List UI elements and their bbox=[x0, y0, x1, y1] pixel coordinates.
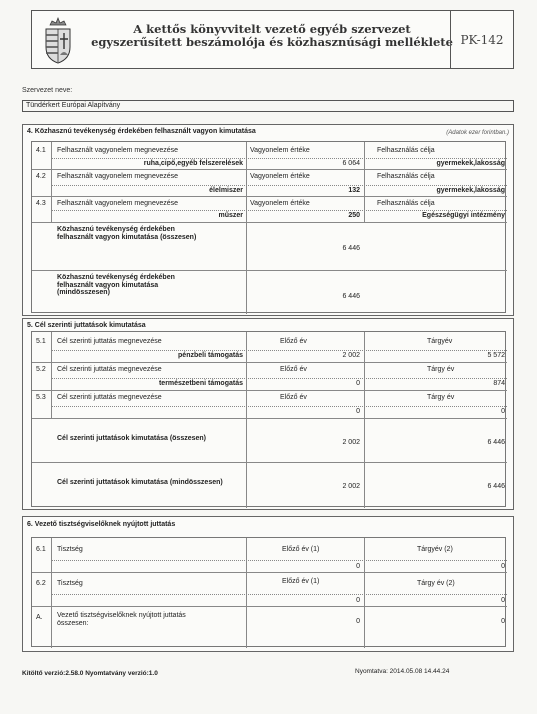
footer-printed: Nyomtatva: 2014.05.08 14.44.24 bbox=[355, 668, 450, 675]
section-6-total-label: Vezető tisztségviselőknek nyújtott juttatás összesen: bbox=[57, 612, 186, 627]
section-4-grand-total-value: 6 446 bbox=[342, 293, 360, 300]
current-year-value: 874 bbox=[493, 380, 505, 387]
form-title bbox=[82, 23, 462, 49]
current-year-label: Tárgy év (2) bbox=[417, 580, 455, 587]
current-year-value: 5 572 bbox=[487, 352, 505, 359]
asset-value: 132 bbox=[348, 187, 360, 194]
hungarian-crest-icon bbox=[40, 15, 76, 65]
section-5-total-label: Cél szerinti juttatások kimutatása (összesen) bbox=[57, 435, 206, 442]
row-number: 5.2 bbox=[36, 366, 46, 373]
usage-purpose-label: Felhasználás célja bbox=[377, 147, 435, 154]
section-4-total-label: Közhasznú tevékenység érdekében felhasznált vagyon kimutatása (összesen) bbox=[57, 226, 197, 241]
previous-year-label: Előző év bbox=[280, 338, 307, 345]
asset-name-value: ruha,cipő,egyéb felszerelések bbox=[143, 160, 243, 167]
previous-year-label: Előző év (1) bbox=[282, 546, 320, 553]
asset-name-label: Felhasznált vagyonelem megnevezése bbox=[57, 147, 179, 154]
form-code: PK-142 bbox=[450, 11, 513, 68]
previous-year-value: 0 bbox=[356, 380, 360, 387]
current-year-label: Tárgyév bbox=[427, 338, 453, 345]
section-5 bbox=[22, 318, 514, 510]
previous-year-value: 0 bbox=[356, 408, 360, 415]
grant-name-value: pénzbeli támogatás bbox=[178, 352, 243, 359]
section-5-total-curr: 6 446 bbox=[487, 439, 505, 446]
section-4-total-value: 6 446 bbox=[342, 245, 360, 252]
section-6-table bbox=[31, 537, 506, 647]
grant-name-label: Cél szerinti juttatás megnevezése bbox=[57, 338, 162, 345]
usage-purpose-value: Egészségügyi intézmény bbox=[422, 212, 505, 219]
asset-name-label: Felhasznált vagyonelem megnevezése bbox=[57, 200, 179, 207]
section-6-title: 6. Vezető tisztségviselőknek nyújtott juttatás bbox=[27, 521, 176, 528]
current-year-label: Tárgy év bbox=[427, 394, 455, 401]
grant-name-label: Cél szerinti juttatás megnevezése bbox=[57, 394, 162, 401]
title-line-2: egyszerűsített beszámolója és közhasznúsági melléklete bbox=[91, 35, 453, 49]
asset-value-label: Vagyonelem értéke bbox=[250, 200, 310, 207]
section-4-note: (Adatok ezer forintban.) bbox=[446, 130, 509, 136]
usage-purpose-label: Felhasználás célja bbox=[377, 173, 435, 180]
section-4-table bbox=[31, 141, 506, 313]
section-5-grand-total-label: Cél szerinti juttatások kimutatása (mindösszesen) bbox=[57, 479, 223, 486]
previous-year-value: 2 002 bbox=[342, 352, 360, 359]
org-name-label: Szervezet neve: bbox=[22, 87, 73, 94]
position-label: Tisztség bbox=[57, 546, 83, 553]
current-year-label: Tárgy év bbox=[427, 366, 455, 373]
row-number: 5.1 bbox=[36, 338, 46, 345]
row-number: 4.3 bbox=[36, 200, 46, 207]
row-number: 4.2 bbox=[36, 173, 46, 180]
position-label: Tisztség bbox=[57, 580, 83, 587]
row-number: 6.2 bbox=[36, 580, 46, 587]
asset-value-label: Vagyonelem értéke bbox=[250, 147, 310, 154]
asset-name-value: műszer bbox=[218, 212, 243, 219]
current-year-value: 0 bbox=[501, 408, 505, 415]
section-4-title: 4. Közhasznú tevékenység érdekében felhasznált vagyon kimutatása bbox=[27, 128, 256, 135]
previous-year-value: 0 bbox=[356, 597, 360, 604]
current-year-value: 0 bbox=[501, 563, 505, 570]
asset-value-label: Vagyonelem értéke bbox=[250, 173, 310, 180]
asset-name-label: Felhasznált vagyonelem megnevezése bbox=[57, 173, 179, 180]
section-6-total-prev: 0 bbox=[356, 618, 360, 625]
section-5-total-prev: 2 002 bbox=[342, 439, 360, 446]
section-5-grand-total-curr: 6 446 bbox=[487, 483, 505, 490]
current-year-value: 0 bbox=[501, 597, 505, 604]
section-4 bbox=[22, 124, 514, 316]
grant-name-label: Cél szerinti juttatás megnevezése bbox=[57, 366, 162, 373]
section-4-grand-total-label: Közhasznú tevékenység érdekében felhasznált vagyon kimutatása (mindösszesen) bbox=[57, 274, 175, 296]
section-5-grand-total-prev: 2 002 bbox=[342, 483, 360, 490]
footer-version: Kitöltő verzió:2.58.0 Nyomtatvány verzió:1.0 bbox=[22, 670, 158, 677]
section-5-title: 5. Cél szerinti juttatások kimutatása bbox=[27, 322, 146, 329]
usage-purpose-value: gyermekek,lakosság bbox=[436, 160, 505, 167]
form-header bbox=[31, 10, 514, 69]
usage-purpose-label: Felhasználás célja bbox=[377, 200, 435, 207]
section-6 bbox=[22, 516, 514, 652]
asset-name-value: élelmiszer bbox=[209, 187, 243, 194]
row-number: 6.1 bbox=[36, 546, 46, 553]
total-row-number: A. bbox=[36, 614, 43, 621]
asset-value: 6 064 bbox=[342, 160, 360, 167]
org-name-field: Tündérkert Európai Alapítvány bbox=[22, 100, 514, 112]
grant-name-value: természetbeni támogatás bbox=[158, 380, 243, 387]
usage-purpose-value: gyermekek,lakosság bbox=[436, 187, 505, 194]
asset-value: 250 bbox=[348, 212, 360, 219]
row-number: 5.3 bbox=[36, 394, 46, 401]
current-year-label: Tárgyév (2) bbox=[417, 546, 453, 553]
previous-year-label: Előző év bbox=[280, 394, 307, 401]
title-line-1: A kettős könyvvitelt vezető egyéb szervezet bbox=[133, 22, 411, 36]
previous-year-label: Előző év bbox=[280, 366, 307, 373]
section-6-total-curr: 0 bbox=[501, 618, 505, 625]
section-5-table bbox=[31, 331, 506, 507]
row-number: 4.1 bbox=[36, 147, 46, 154]
previous-year-label: Előző év (1) bbox=[282, 578, 320, 585]
previous-year-value: 0 bbox=[356, 563, 360, 570]
